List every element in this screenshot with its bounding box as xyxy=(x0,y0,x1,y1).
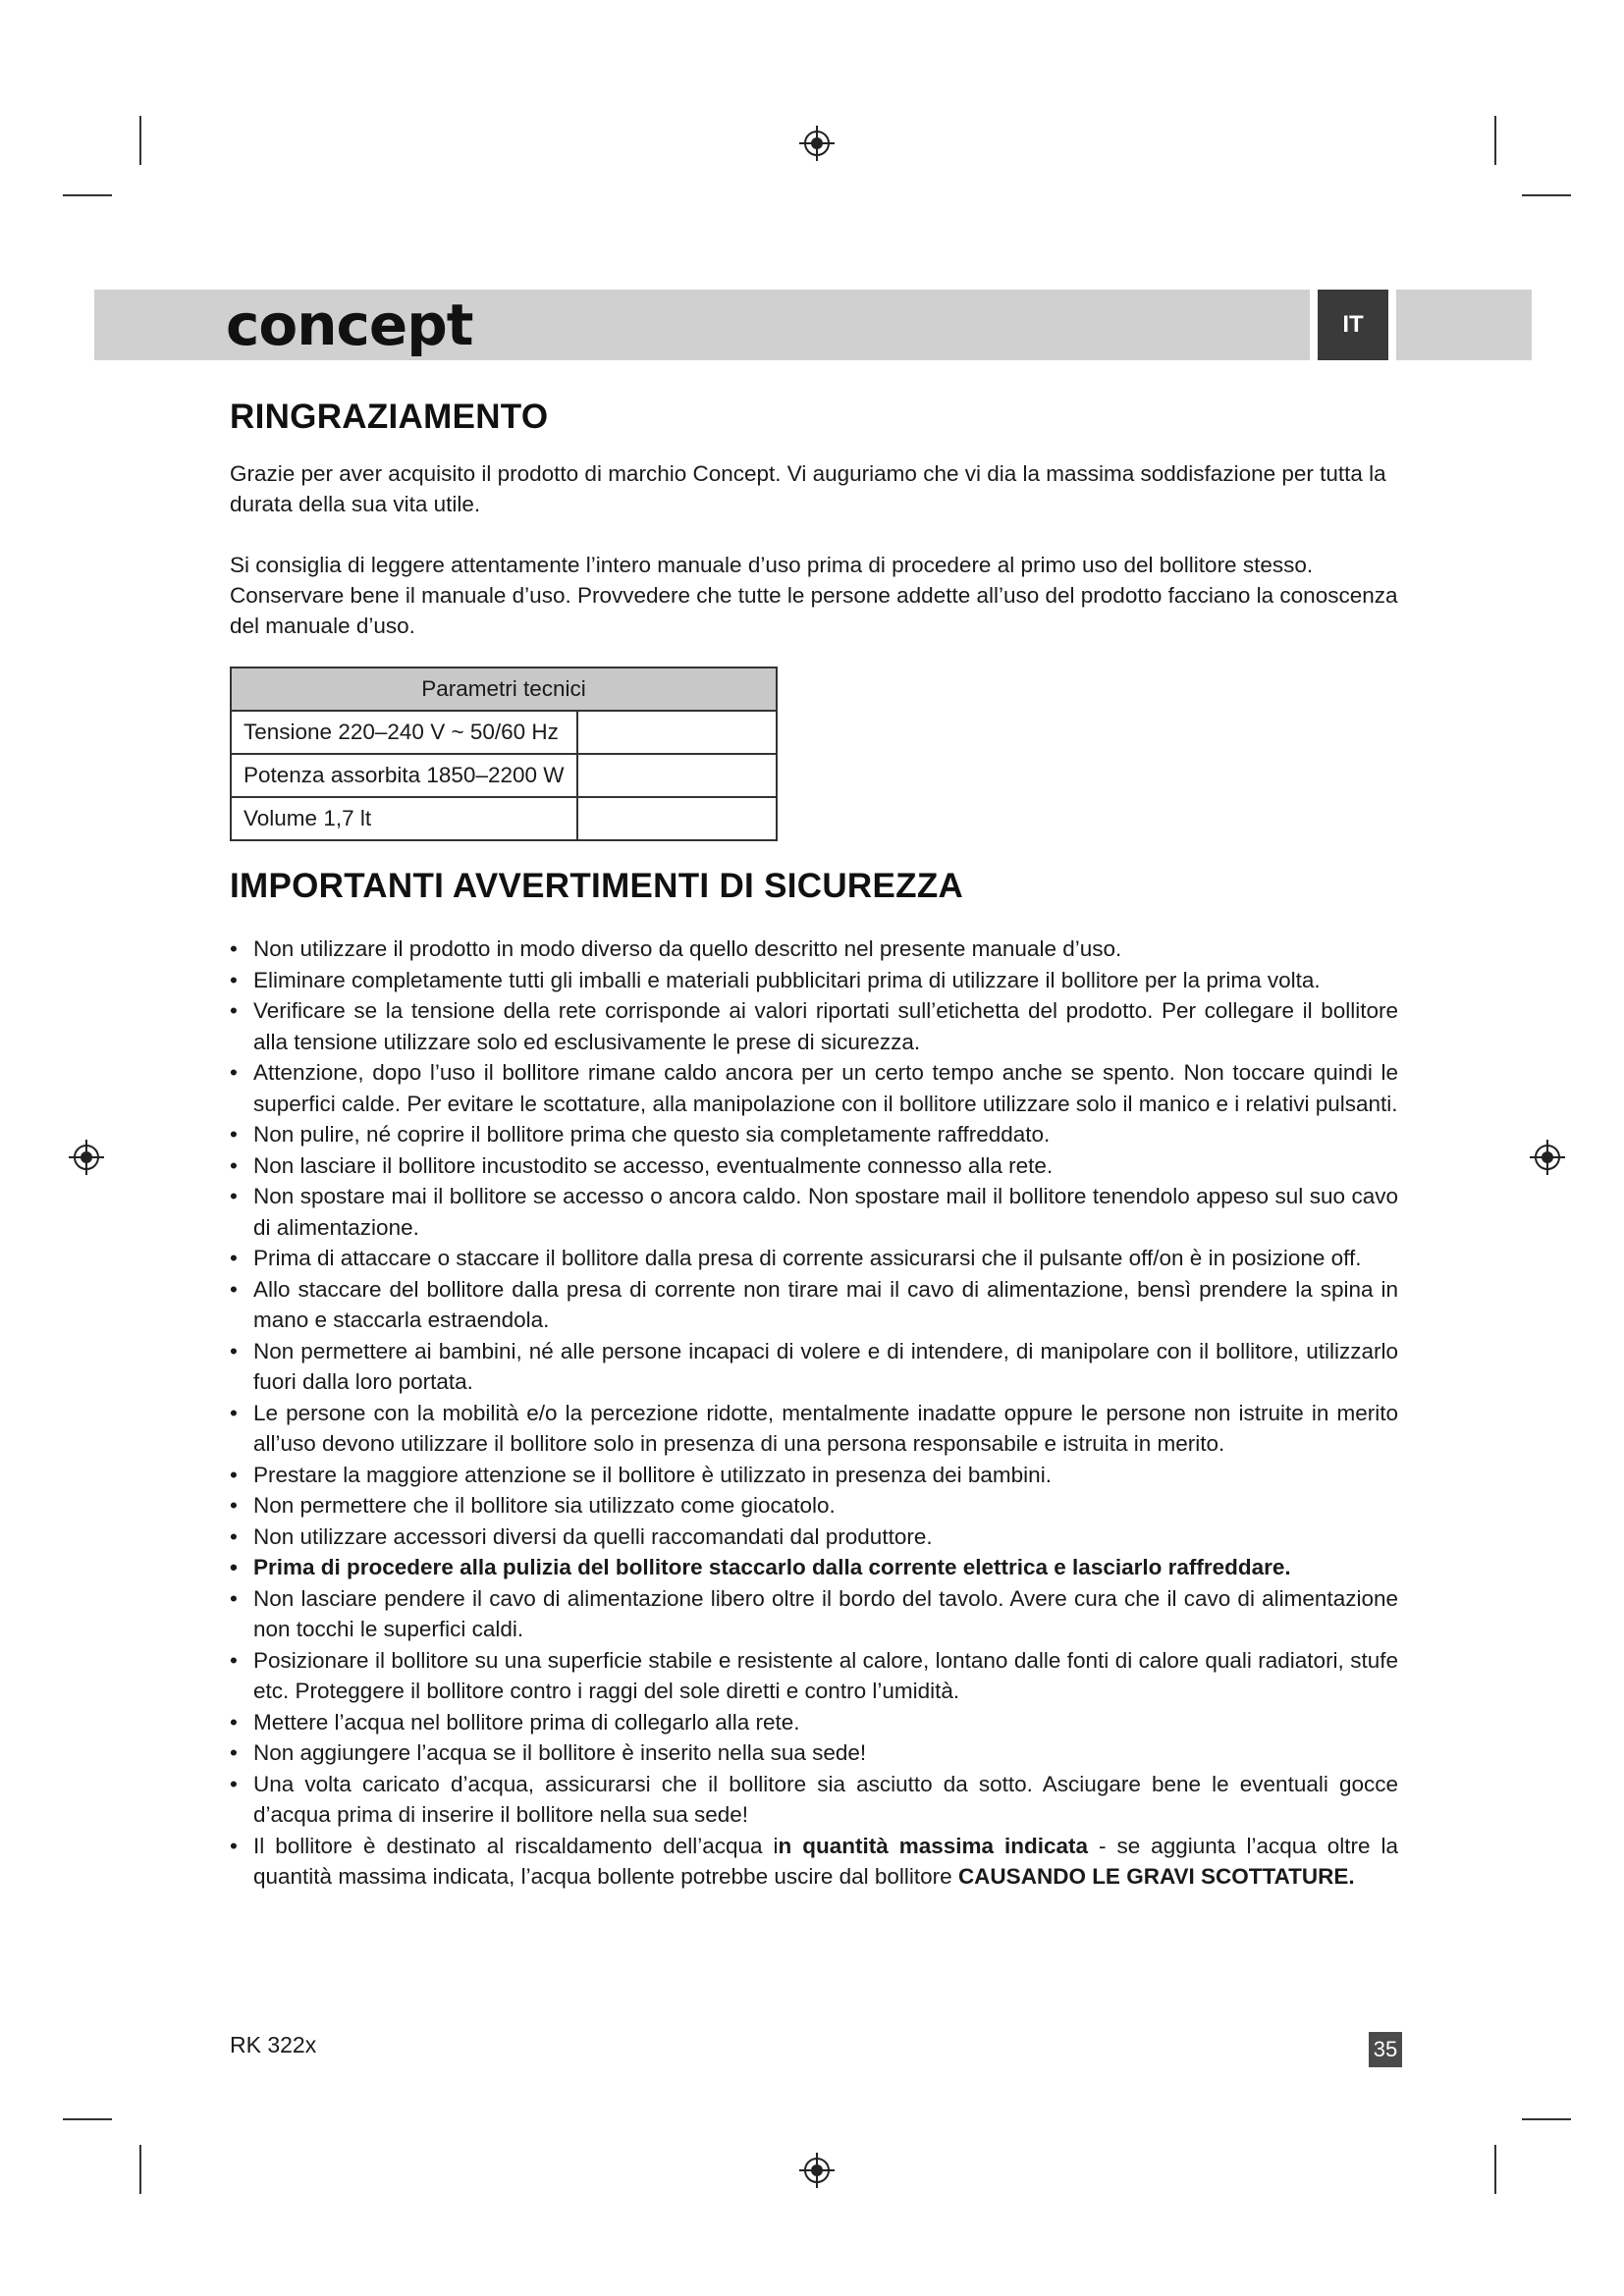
table-row xyxy=(231,711,777,754)
header-divider xyxy=(1388,290,1396,360)
language-badge: IT xyxy=(1318,290,1388,360)
list-item: • Non permettere ai bambini, né alle persone incapaci di volere e di intendere, di manipolare con il bollitore, utilizzarlo fuori dalla loro portata. xyxy=(230,1336,1398,1398)
header-band xyxy=(94,290,1532,360)
page-number: 35 xyxy=(1369,2032,1402,2067)
list-item: • Una volta caricato d’acqua, assicurarsi che il bollitore sia asciutto da sotto. Asciugare bene le eventuali gocce d’acqua prima di inserire il bollitore nella sua sede! xyxy=(230,1769,1398,1831)
registration-mark-icon xyxy=(1528,1138,1567,1177)
spec-label: Tensione xyxy=(244,720,333,744)
list-item: • Le persone con la mobilità e/o la percezione ridotte, mentalmente inadatte oppure le persone non istruite in merito all’uso devono utilizzare il bollitore solo in presenza di una persona responsabile e istruita in merito. xyxy=(230,1398,1398,1460)
crop-mark xyxy=(139,2145,141,2194)
list-item: • Non aggiungere l’acqua se il bollitore è inserito nella sua sede! xyxy=(230,1737,1398,1769)
list-item: • Mettere l’acqua nel bollitore prima di collegarlo alla rete. xyxy=(230,1707,1398,1738)
spec-value: 1,7 lt xyxy=(323,806,372,830)
safety-warnings-list xyxy=(230,934,1398,1893)
crop-mark xyxy=(1494,2145,1496,2194)
registration-mark-icon xyxy=(67,1138,106,1177)
text-run: Il bollitore è destinato al riscaldamento dell’acqua i xyxy=(253,1833,779,1858)
list-item: • Prima di procedere alla pulizia del bollitore staccarlo dalla corrente elettrica e lasciarlo raffreddare. xyxy=(230,1552,1398,1583)
list-item: • Eliminare completamente tutti gli imballi e materiali pubblicitari prima di utilizzare il bollitore per la prima volta. xyxy=(230,965,1398,996)
list-item: • Non utilizzare il prodotto in modo diverso da quello descritto nel presente manuale d’uso. xyxy=(230,934,1398,965)
brand-logo: concept xyxy=(226,292,473,358)
header-divider xyxy=(1310,290,1318,360)
list-item: • Prima di attaccare o staccare il bollitore dalla presa di corrente assicurarsi che il pulsante off/on è in posizione off. xyxy=(230,1243,1398,1274)
text-run-bold: n quantità massima indicata xyxy=(778,1833,1089,1858)
crop-mark xyxy=(1522,2118,1571,2120)
list-item: • Allo staccare del bollitore dalla presa di corrente non tirare mai il cavo di alimentazione, bensì prendere la spina in mano e staccarla estraendola. xyxy=(230,1274,1398,1336)
crop-mark xyxy=(63,2118,112,2120)
crop-mark xyxy=(1522,194,1571,196)
spec-value: 220–240 V ~ 50/60 Hz xyxy=(338,720,559,744)
manual-paragraph: Si consiglia di leggere attentamente l’intero manuale d’uso prima di procedere al primo uso del bollitore stesso. Conservare bene il manuale d’uso. Provvedere che tutte le persone addette all’uso del prodotto facciano la conoscenza del manuale d’uso. xyxy=(230,553,1398,638)
page-content xyxy=(230,398,1398,1893)
table-header: Parametri tecnici xyxy=(231,667,777,711)
crop-mark xyxy=(63,194,112,196)
crop-mark xyxy=(139,116,141,165)
spec-label: Volume xyxy=(244,806,318,830)
list-item xyxy=(230,1831,1398,1893)
list-item: • Non pulire, né coprire il bollitore prima che questo sia completamente raffreddato. xyxy=(230,1119,1398,1150)
table-row xyxy=(231,797,777,840)
text-run-bold: CAUSANDO LE GRAVI SCOTTATURE. xyxy=(957,1864,1355,1889)
intro-paragraph: Grazie per aver acquisito il prodotto di marchio Concept. Vi auguriamo che vi dia la massima soddisfazione per tutta la durata della sua vita utile. xyxy=(230,461,1386,516)
list-item: • Posizionare il bollitore su una superficie stabile e resistente al calore, lontano dalle fonti di calore quali radiatori, stufe etc. Proteggere il bollitore contro i raggi del sole diretti e contro l’umidità. xyxy=(230,1645,1398,1707)
list-item: • Prestare la maggiore attenzione se il bollitore è utilizzato in presenza dei bambini. xyxy=(230,1460,1398,1491)
list-item: • Non spostare mai il bollitore se accesso o ancora caldo. Non spostare mail il bollitore tenendolo appeso sul suo cavo di alimentazione. xyxy=(230,1181,1398,1243)
table-row xyxy=(231,754,777,797)
section-title-thanks: RINGRAZIAMENTO xyxy=(230,398,549,436)
registration-mark-icon xyxy=(797,124,837,163)
list-item: • Verificare se la tensione della rete corrisponde ai valori riportati sull’etichetta del prodotto. Per collegare il bollitore alla tensione utilizzare solo ed esclusivamente le prese di sicurezza. xyxy=(230,995,1398,1057)
spec-value: 1850–2200 W xyxy=(426,763,565,787)
text-run: - se aggiunta l’acqua oltre la quantità massima indicata, l’acqua bollente potrebbe uscire dal bollitore xyxy=(253,1833,1398,1889)
list-item: • Non permettere che il bollitore sia utilizzato come giocatolo. xyxy=(230,1490,1398,1522)
list-item: • Attenzione, dopo l’uso il bollitore rimane caldo ancora per un certo tempo anche se spento. Non toccare quindi le superfici calde. Per evitare le scottature, alla manipolazione con il bollitore utilizzare solo il manico e i relativi pulsanti. xyxy=(230,1057,1398,1119)
spec-label: Potenza assorbita xyxy=(244,763,421,787)
crop-mark xyxy=(1494,116,1496,165)
registration-mark-icon xyxy=(797,2151,837,2190)
list-item: • Non lasciare il bollitore incustodito se accesso, eventualmente connesso alla rete. xyxy=(230,1150,1398,1182)
list-item: • Non lasciare pendere il cavo di alimentazione libero oltre il bordo del tavolo. Avere cura che il cavo di alimentazione non tocchi le superfici caldi. xyxy=(230,1583,1398,1645)
model-number: RK 322x xyxy=(230,2032,317,2057)
list-item: • Non utilizzare accessori diversi da quelli raccomandati dal produttore. xyxy=(230,1522,1398,1553)
technical-parameters-table xyxy=(230,667,778,841)
section-title-safety: IMPORTANTI AVVERTIMENTI DI SICUREZZA xyxy=(230,867,964,905)
